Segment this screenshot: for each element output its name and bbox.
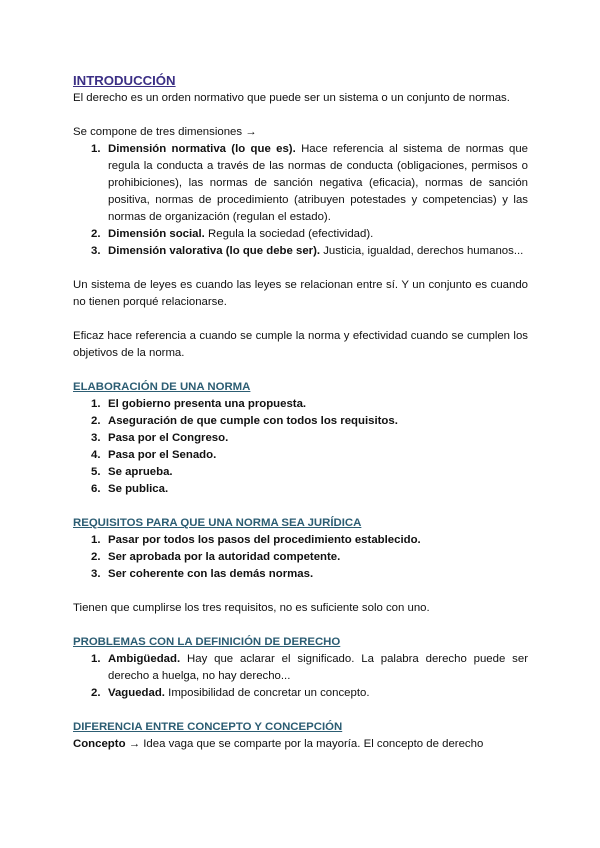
- list-item: [73, 532, 528, 549]
- dimension-title: Dimensión normativa (lo que es).: [108, 143, 296, 155]
- requisitos-note: Tienen que cumplirse los tres requisitos, no es suficiente solo con uno.: [73, 602, 430, 614]
- list-item-text: Ser coherente con las demás normas.: [108, 568, 314, 580]
- intro-heading: INTRODUCCIÓN: [73, 73, 176, 88]
- list-number: 3.: [91, 245, 101, 257]
- dimension-title: Dimensión social.: [108, 228, 205, 240]
- elaboracion-list: [73, 396, 528, 498]
- requisitos-heading: REQUISITOS PARA QUE UNA NORMA SEA JURÍDICA: [73, 517, 362, 529]
- list-item: [73, 226, 528, 243]
- list-number: 1.: [91, 398, 101, 410]
- list-number: 2.: [91, 415, 101, 427]
- dimension-text: Regula la sociedad (efectividad).: [204, 228, 374, 240]
- list-item-text: Pasar por todos los pasos del procedimiento establecido.: [108, 534, 421, 546]
- list-item: [73, 549, 528, 566]
- list-item-text: Se publica.: [108, 483, 169, 495]
- problemas-list: [73, 651, 528, 702]
- problem-title: Vaguedad.: [108, 687, 165, 699]
- list-number: 1.: [91, 653, 101, 665]
- dimension-text: Hace referencia al sistema de normas que regula la conducta a través de las normas de conducta (obligaciones, permisos o prohibiciones), las normas de sanción negativa (eficacia), normas de sanción positiva, normas de procedimiento (atribuyen potestades y competencias) y las normas de organización (regulan el estado).: [108, 143, 528, 223]
- list-number: 4.: [91, 449, 101, 461]
- document-content: [73, 72, 528, 753]
- list-item: [73, 447, 528, 464]
- list-number: 3.: [91, 568, 101, 580]
- list-number: 6.: [91, 483, 101, 495]
- list-item: [73, 566, 528, 583]
- list-number: 5.: [91, 466, 101, 478]
- list-item: [73, 481, 528, 498]
- list-number: 2.: [91, 687, 101, 699]
- elaboracion-heading: ELABORACIÓN DE UNA NORMA: [73, 381, 251, 393]
- problemas-heading: PROBLEMAS CON LA DEFINICIÓN DE DERECHO: [73, 636, 341, 648]
- requisitos-list: [73, 532, 528, 583]
- list-item-text: Se aprueba.: [108, 466, 173, 478]
- intro-paragraph-4: Eficaz hace referencia a cuando se cumple la norma y efectividad cuando se cumplen los objetivos de la norma.: [73, 330, 528, 359]
- list-item: [73, 396, 528, 413]
- diferencia-heading: DIFERENCIA ENTRE CONCEPTO Y CONCEPCIÓN: [73, 721, 343, 733]
- list-item: [73, 685, 528, 702]
- list-number: 1.: [91, 534, 101, 546]
- list-item: [73, 243, 528, 260]
- concepto-text: → Idea vaga que se comparte por la mayoría. El concepto de derecho: [125, 738, 484, 750]
- dimension-text: Justicia, igualdad, derechos humanos...: [320, 245, 524, 257]
- list-number: 1.: [91, 143, 101, 155]
- intro-paragraph-3: Un sistema de leyes es cuando las leyes se relacionan entre sí. Y un conjunto es cuando no tienen porqué relacionarse.: [73, 279, 528, 308]
- dimension-title: Dimensión valorativa (lo que debe ser).: [108, 245, 321, 257]
- list-number: 2.: [91, 228, 101, 240]
- problem-text: Hay que aclarar el significado. La palabra derecho puede ser derecho a huelga, no hay derecho...: [108, 653, 528, 682]
- list-item-text: Ser aprobada por la autoridad competente.: [108, 551, 341, 563]
- list-number: 2.: [91, 551, 101, 563]
- list-item-text: Pasa por el Senado.: [108, 449, 217, 461]
- list-item-text: Aseguración de que cumple con todos los requisitos.: [108, 415, 398, 427]
- intro-paragraph-2: Se compone de tres dimensiones →: [73, 126, 257, 138]
- list-number: 3.: [91, 432, 101, 444]
- list-item: [73, 464, 528, 481]
- problem-title: Ambigüedad.: [108, 653, 181, 665]
- list-item: [73, 651, 528, 685]
- intro-paragraph-1: El derecho es un orden normativo que puede ser un sistema o un conjunto de normas.: [73, 92, 510, 104]
- problem-text: Imposibilidad de concretar un concepto.: [164, 687, 370, 699]
- list-item: [73, 141, 528, 226]
- list-item: [73, 430, 528, 447]
- list-item-text: El gobierno presenta una propuesta.: [108, 398, 307, 410]
- dimensions-list: [73, 141, 528, 260]
- list-item-text: Pasa por el Congreso.: [108, 432, 229, 444]
- concepto-paragraph: [73, 736, 528, 753]
- list-item: [73, 413, 528, 430]
- concepto-label: Concepto: [73, 738, 126, 750]
